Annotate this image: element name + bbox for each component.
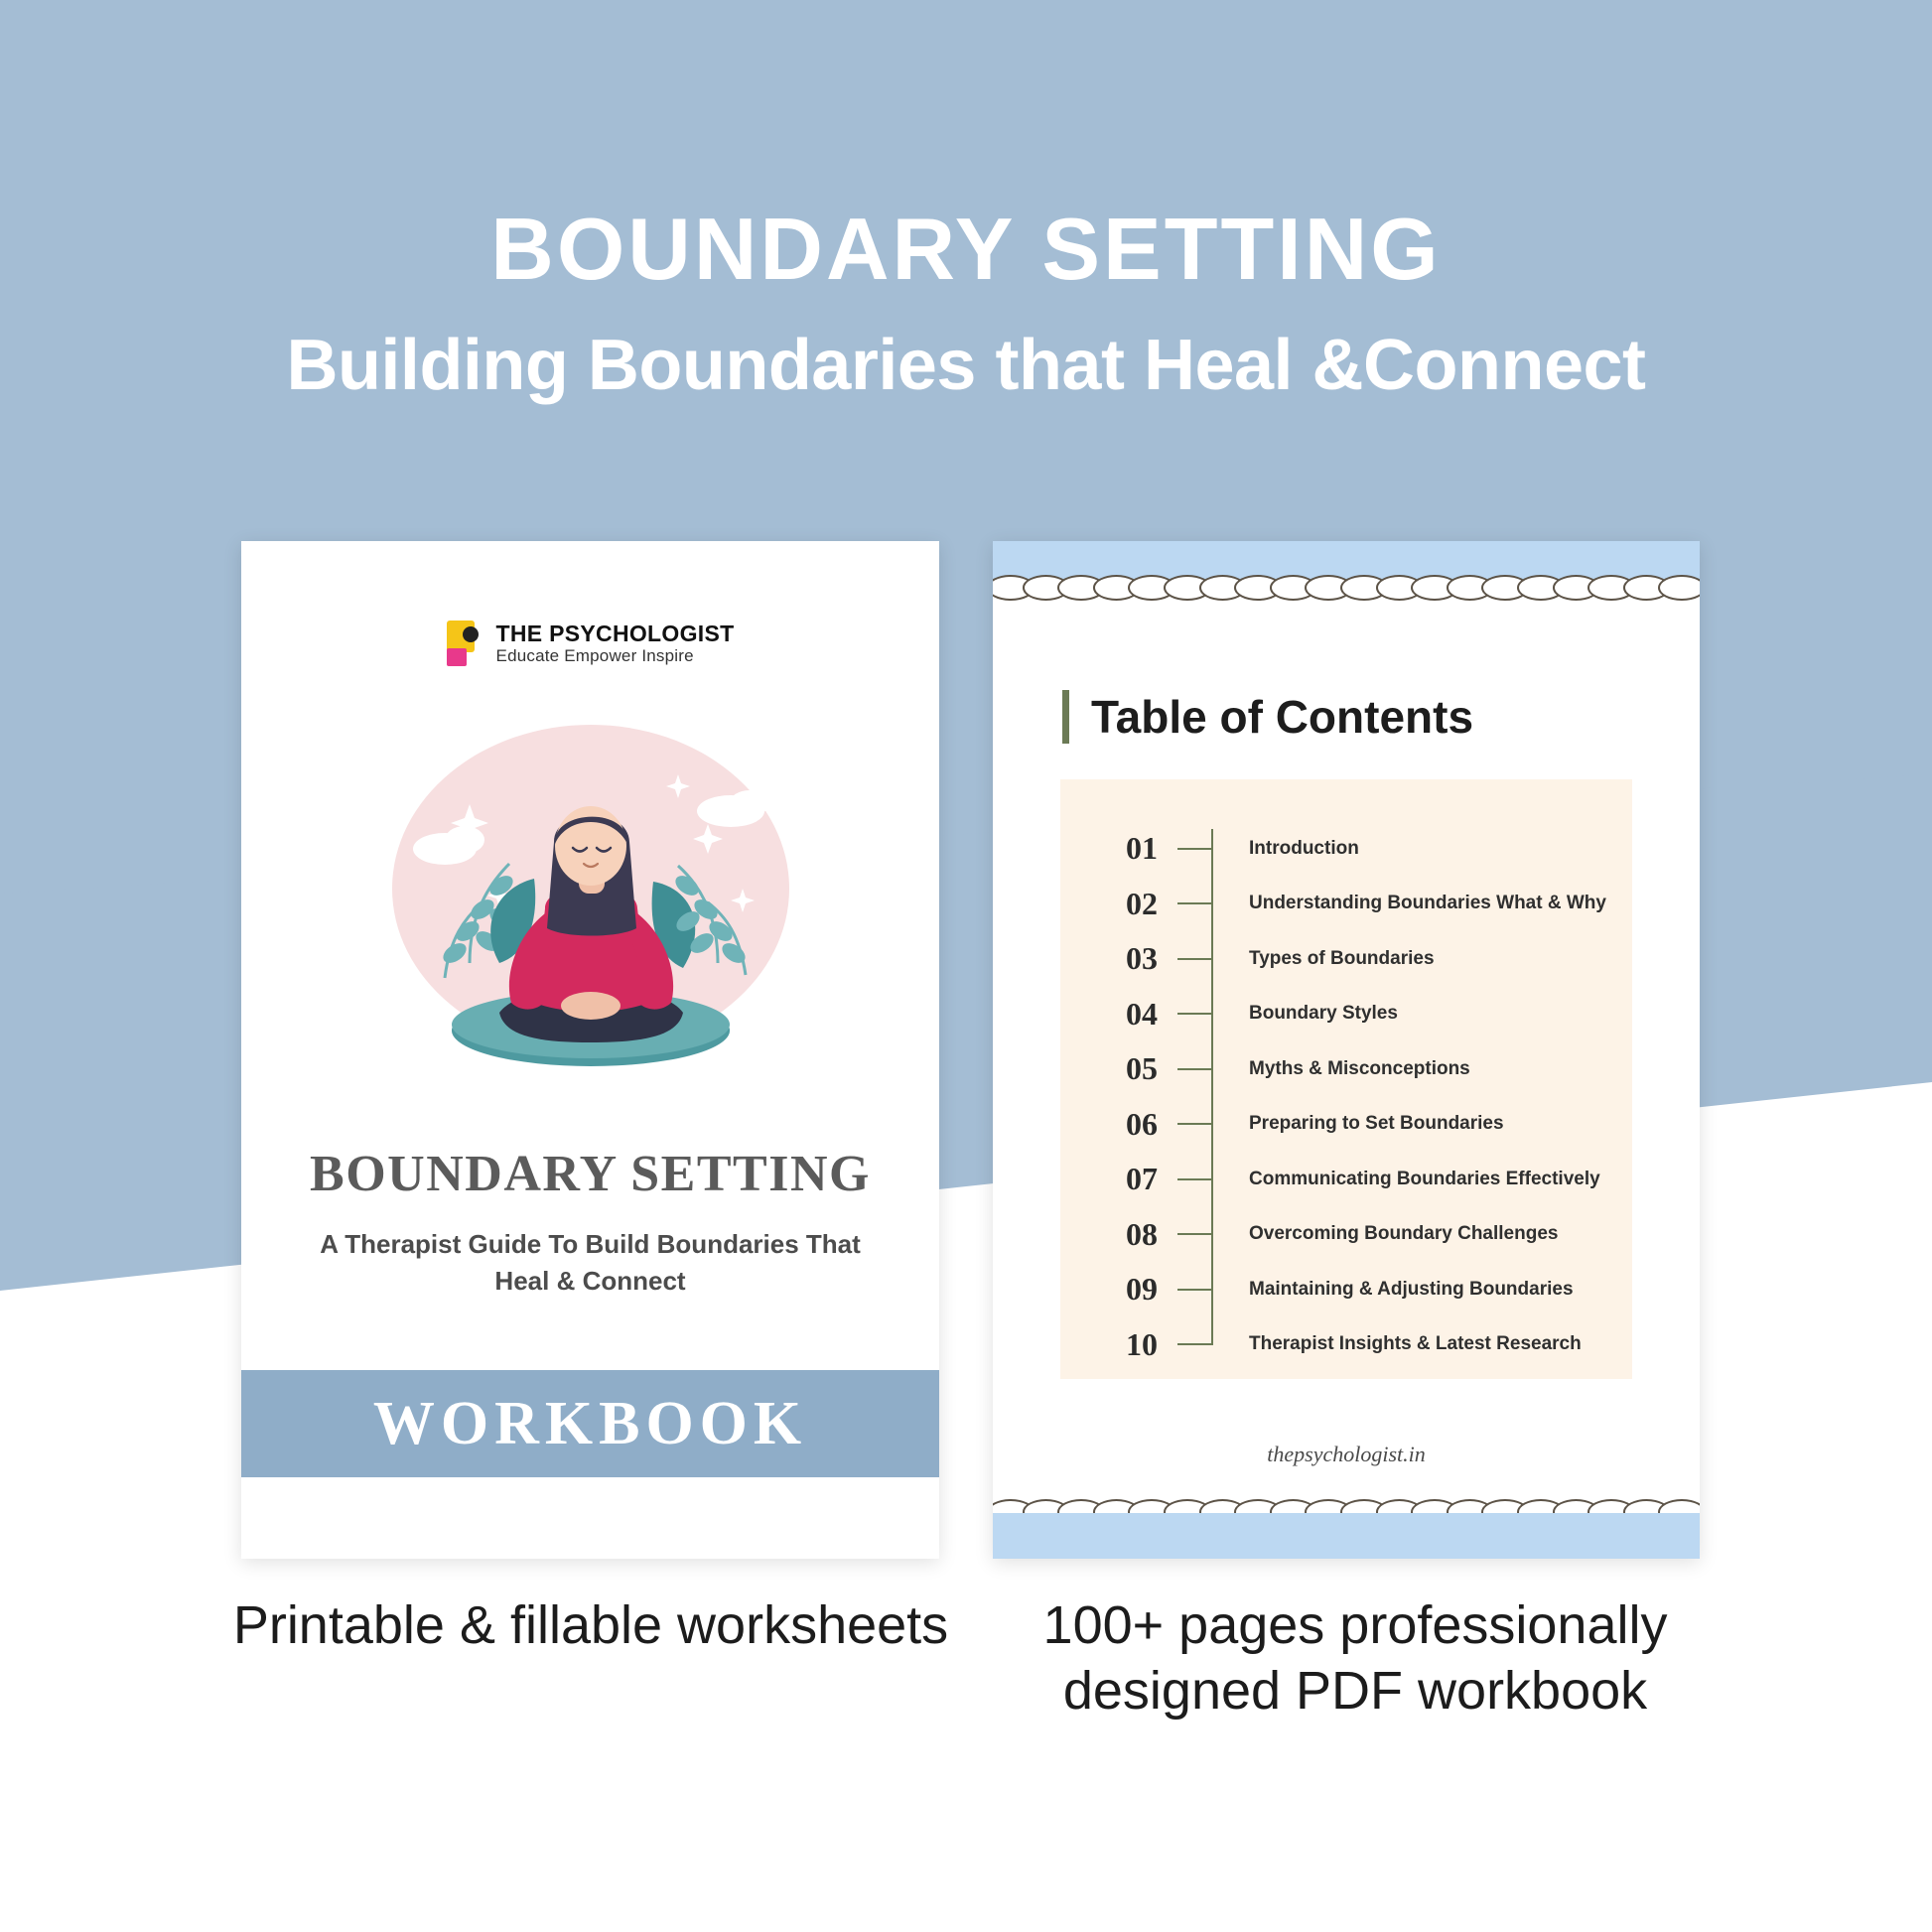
toc-item-number: 03 — [1126, 940, 1158, 977]
toc-item-label: Maintaining & Adjusting Boundaries — [1249, 1278, 1574, 1300]
toc-item-number: 06 — [1126, 1105, 1158, 1142]
brain-book-logo-icon — [447, 621, 486, 666]
toc-header — [1062, 690, 1473, 744]
list-item[interactable] — [1060, 1207, 1632, 1263]
toc-item-number: 07 — [1126, 1161, 1158, 1197]
caption-left: Printable & fillable worksheets — [232, 1595, 949, 1655]
cover-band-label: WORKBOOK — [372, 1389, 808, 1457]
toc-item-number: 08 — [1126, 1215, 1158, 1252]
table-of-contents-preview[interactable] — [993, 541, 1700, 1559]
toc-item-dash — [1177, 902, 1211, 904]
toc-item-label: Introduction — [1249, 837, 1359, 859]
list-item[interactable] — [1060, 877, 1632, 932]
toc-item-dash — [1177, 1068, 1211, 1070]
toc-item-dash — [1177, 1123, 1211, 1125]
toc-item-dash — [1177, 1178, 1211, 1180]
caption-right: 100+ pages professionally designed PDF workbook — [1042, 1595, 1668, 1721]
toc-item-number: 09 — [1126, 1271, 1158, 1308]
list-item[interactable] — [1060, 1152, 1632, 1207]
toc-item-label: Types of Boundaries — [1249, 947, 1435, 969]
list-item[interactable] — [1060, 1262, 1632, 1317]
toc-item-label: Myths & Misconceptions — [1249, 1057, 1470, 1079]
toc-heading: Table of Contents — [1091, 691, 1474, 743]
toc-item-label: Communicating Boundaries Effectively — [1249, 1168, 1600, 1189]
toc-item-number: 01 — [1126, 830, 1158, 867]
toc-item-number: 10 — [1126, 1325, 1158, 1362]
headline-block — [0, 200, 1932, 406]
page-subtitle: Building Boundaries that Heal &Connect — [286, 326, 1646, 406]
toc-item-dash — [1177, 848, 1211, 850]
list-item[interactable] — [1060, 1317, 1632, 1373]
toc-panel — [1060, 779, 1632, 1379]
top-scallop-decoration — [993, 575, 1700, 601]
cover-subtitle: A Therapist Guide To Build Boundaries That Heal & Connect — [320, 1229, 861, 1296]
workbook-cover-preview[interactable] — [241, 541, 939, 1559]
list-item[interactable] — [1060, 931, 1632, 987]
cover-band — [241, 1370, 939, 1477]
toc-item-number: 04 — [1126, 995, 1158, 1032]
toc-item-label: Overcoming Boundary Challenges — [1249, 1223, 1559, 1245]
toc-item-number: 02 — [1126, 885, 1158, 921]
website-url: thepsychologist.in — [1267, 1442, 1426, 1466]
list-item[interactable] — [1060, 1041, 1632, 1097]
toc-item-label: Understanding Boundaries What & Why — [1249, 893, 1606, 914]
brand-logo — [241, 621, 939, 666]
brand-name: THE PSYCHOLOGIST — [495, 620, 735, 646]
toc-list — [1060, 779, 1632, 1379]
toc-item-dash — [1177, 1013, 1211, 1015]
toc-item-number: 05 — [1126, 1050, 1158, 1087]
meditating-woman-illustration — [350, 715, 832, 1112]
list-item[interactable] — [1060, 1097, 1632, 1153]
list-item[interactable] — [1060, 821, 1632, 877]
toc-item-label: Preparing to Set Boundaries — [1249, 1113, 1504, 1135]
page-title: BOUNDARY SETTING — [490, 200, 1442, 298]
toc-item-label: Boundary Styles — [1249, 1003, 1398, 1025]
cover-title: BOUNDARY SETTING — [310, 1146, 871, 1202]
toc-item-dash — [1177, 1343, 1211, 1345]
toc-item-dash — [1177, 1289, 1211, 1291]
preview-cards — [0, 541, 1932, 1564]
bottom-wave-decoration — [993, 1513, 1700, 1559]
toc-item-dash — [1177, 1233, 1211, 1235]
toc-item-dash — [1177, 958, 1211, 960]
brand-tagline: Educate Empower Inspire — [495, 646, 694, 666]
toc-accent-bar — [1062, 690, 1069, 744]
toc-item-label: Therapist Insights & Latest Research — [1249, 1333, 1582, 1355]
list-item[interactable] — [1060, 987, 1632, 1042]
